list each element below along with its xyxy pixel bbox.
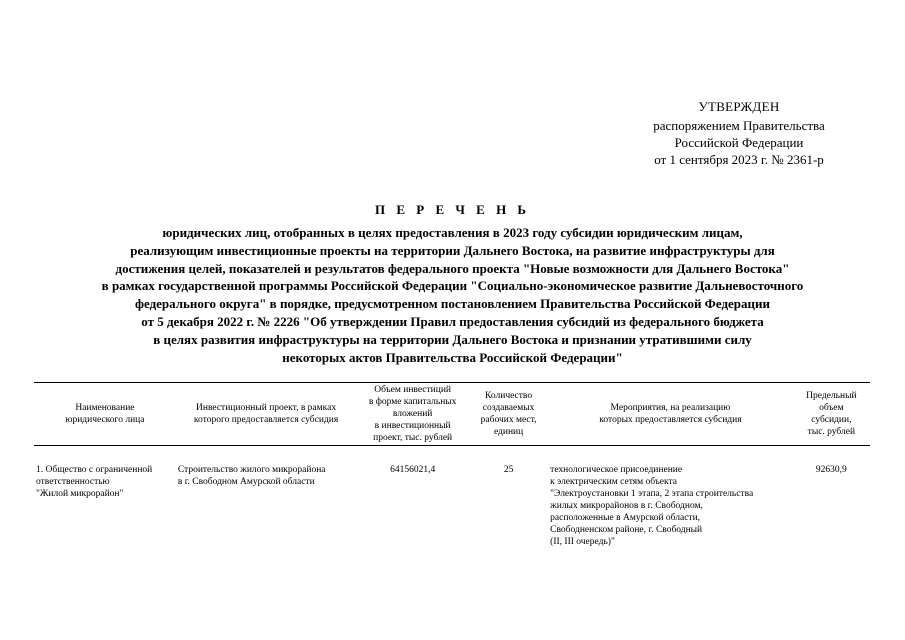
document-subtitle xyxy=(20,224,885,366)
cell-subsidy: 92630,9 xyxy=(815,465,847,475)
header-investment: Объем инвестиций в форме капитальных вложений в инвестиционный проект, тыс. рублей xyxy=(368,385,457,443)
header-jobs: Количество создаваемых рабочих мест, единиц xyxy=(480,391,537,437)
header-project: Инвестиционный проект, в рамках которого предоставляется субсидия xyxy=(193,403,339,425)
subtitle-line: некоторых актов Правительства Российской Федерации" xyxy=(282,349,623,365)
approval-stamp: УТВЕРЖДЕН xyxy=(698,99,780,114)
header-subsidy: Предельный объем субсидии, тыс. рублей xyxy=(806,391,857,437)
subtitle-line: реализующим инвестиционные проекты на территории Дальнего Востока, на развитие инфраструктуры для xyxy=(130,242,775,258)
approval-line: распоряжением Правительства xyxy=(653,118,825,133)
subtitle-line: в целях развития инфраструктуры на территории Дальнего Востока и признании утратившими силу xyxy=(153,331,752,347)
recipients-table xyxy=(34,382,870,548)
cell-investment: 64156021,4 xyxy=(390,465,436,475)
cell-jobs: 25 xyxy=(503,465,514,475)
subtitle-line: от 5 декабря 2022 г. № 2226 "Об утверждении Правил предоставления субсидий из федерального бюджета xyxy=(141,313,764,329)
subtitle-line: юридических лиц, отобранных в целях предоставления в 2023 году субсидии юридическим лицам, xyxy=(162,225,743,240)
document-title: П Е Р Е Ч Е Н Ь xyxy=(374,202,531,217)
approval-line: Российской Федерации xyxy=(674,135,804,150)
cell-measures: технологическое присоединение к электрическим сетям объекта "Электроустановки 1 этапа, 2 этапа строительства жилых микрорайонов в г. Свободном, расположенные в Амурской области, Свободненском районе, г. Свободный (II, III очередь)" xyxy=(550,465,754,547)
subtitle-line: в рамках государственной программы Российской Федерации "Социально-экономическое развитие Дальневосточного xyxy=(101,278,804,294)
subtitle-line: достижения целей, показателей и результатов федерального проекта "Новые возможности для Дальнего Востока" xyxy=(115,260,790,276)
subtitle-line: федерального округа" в порядке, предусмотренном постановлением Правительства Российской Федерации xyxy=(134,296,770,312)
cell-project: Строительство жилого микрорайона в г. Свободном Амурской области xyxy=(177,465,326,487)
table-row xyxy=(34,446,870,549)
table-header-row xyxy=(34,383,870,446)
approval-line: от 1 сентября 2023 г. № 2361-р xyxy=(654,152,824,167)
cell-legal-entity: 1. Общество с ограниченной ответственностью "Жилой микрорайон" xyxy=(36,465,153,499)
header-measures: Мероприятия, на реализацию которых предоставляется субсидия xyxy=(599,403,742,425)
header-legal-entity: Наименование юридического лица xyxy=(65,403,145,425)
approval-block xyxy=(619,98,859,168)
